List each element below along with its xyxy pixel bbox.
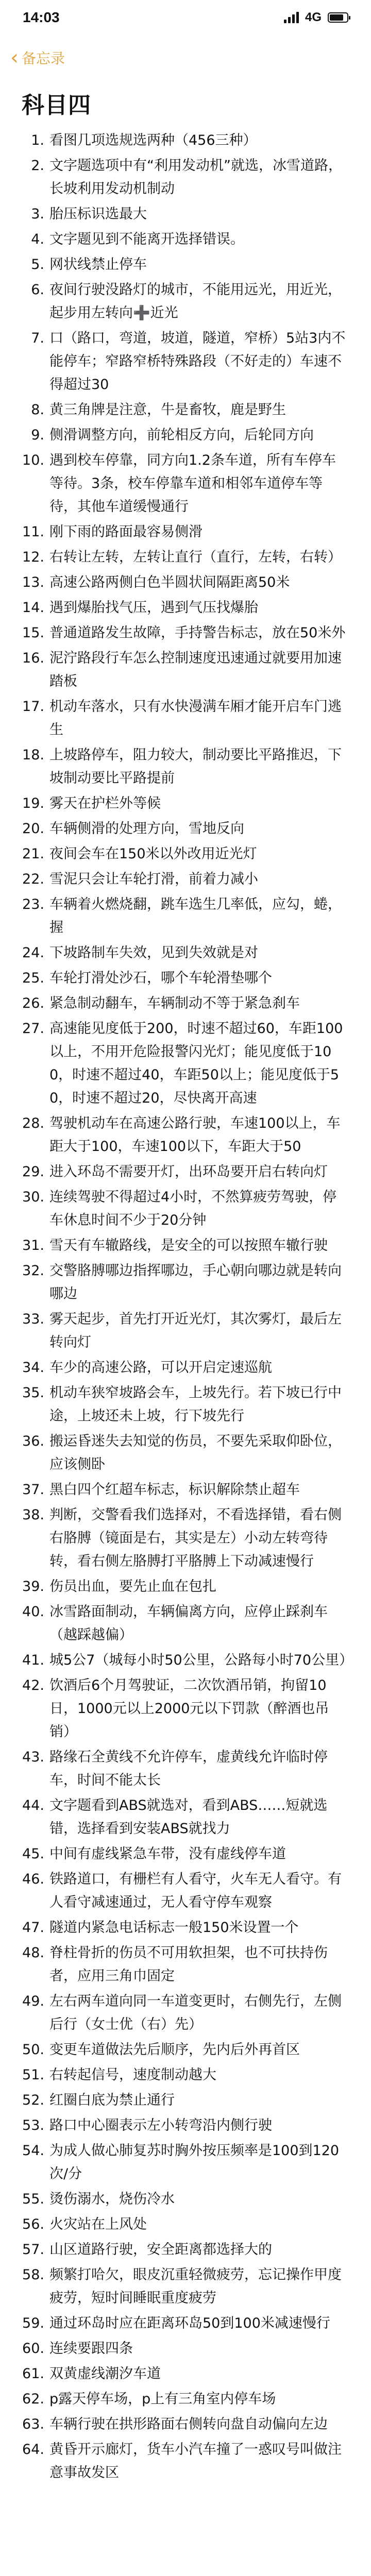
- item-number: 64.: [22, 2442, 44, 2458]
- item-text: 脊柱骨折的伤员不可用软担架，也不可扶持伤者，应用三角巾固定: [49, 1945, 328, 1984]
- list-item: [0, 2063, 371, 2087]
- list-item: [0, 1600, 371, 1647]
- list-item: [0, 2038, 371, 2061]
- item-text: 看图几项选规选两种（456三种）: [49, 132, 257, 148]
- item-text: 车辆侧滑的处理方向，雪地反向: [49, 821, 244, 837]
- list-item: [0, 2238, 371, 2261]
- list-item: [0, 1160, 371, 1183]
- item-number: 58.: [22, 2267, 44, 2283]
- signal-icon: [284, 12, 299, 23]
- item-number: 51.: [22, 2067, 44, 2083]
- item-number: 34.: [22, 1360, 44, 1376]
- list-item: [0, 1356, 371, 1379]
- item-number: 57.: [22, 2242, 44, 2258]
- item-number: 37.: [22, 1482, 44, 1498]
- item-text: 冰雪路面制动，车辆偏离方向，应停止踩刹车（越踩越偏）: [49, 1604, 328, 1643]
- item-number: 60.: [22, 2341, 44, 2357]
- item-number: 53.: [22, 2117, 44, 2133]
- status-indicators: [284, 10, 348, 25]
- item-text: 连续要跟四条: [49, 2341, 133, 2357]
- item-number: 10.: [22, 452, 44, 468]
- list-item: [0, 1503, 371, 1573]
- item-text: 右转起信号，速度制动越大: [49, 2067, 216, 2083]
- list-item: [0, 423, 371, 447]
- item-number: 28.: [22, 1115, 44, 1131]
- list-item: [0, 571, 371, 594]
- item-text: 夜间会车在150米以外改用近光灯: [49, 846, 257, 862]
- item-text: 为成人做心肺复苏时胸外按压频率是100到120次/分: [49, 2143, 340, 2182]
- item-number: 14.: [22, 600, 44, 616]
- list-item: [0, 792, 371, 815]
- list-item: [0, 327, 371, 396]
- item-number: 2.: [31, 158, 44, 174]
- list-item: [0, 202, 371, 226]
- item-number: 9.: [31, 427, 44, 443]
- note-title: 科目四: [22, 92, 91, 118]
- list-item: [0, 2387, 371, 2411]
- list-item: [0, 842, 371, 866]
- item-text: 网状线禁止停车: [49, 257, 147, 273]
- list-item: [0, 893, 371, 939]
- item-text: 路口中心圈表示左小转弯沿内侧行驶: [49, 2117, 272, 2133]
- list-item: [0, 1017, 371, 1110]
- item-text: 车辆着火燃烧翻，跳车选生几率低，应勾，蜷，握: [49, 896, 342, 936]
- item-text: 刚下雨的路面最容易侧滑: [49, 524, 203, 540]
- item-text: 高速公路两侧白色半圆状间隔距离50米: [49, 574, 290, 590]
- list-item: [0, 1745, 371, 1792]
- list-item: [0, 817, 371, 840]
- item-text: 饮酒后6个月驾驶证，二次饮酒吊销，拘留10日，1000元以上2000元以下罚款（醉酒也吊销）: [49, 1677, 329, 1740]
- item-number: 11.: [22, 524, 44, 540]
- list-item: [0, 1674, 371, 1743]
- item-number: 25.: [22, 970, 44, 986]
- item-text: 通过环岛时应在距离环岛50到100米减速慢行: [49, 2315, 330, 2331]
- list-item: [0, 1259, 371, 1306]
- item-number: 39.: [22, 1579, 44, 1595]
- list-item: [0, 1234, 371, 1257]
- item-text: 左右两车道向同一车道变更时，右侧先行，左侧后行（女士优（右）先）: [49, 1993, 342, 2032]
- item-text: 雪泥只会让车轮打滑，前着力减小: [49, 871, 258, 887]
- list-item: [0, 2413, 371, 2436]
- item-number: 29.: [22, 1164, 44, 1180]
- item-number: 44.: [22, 1798, 44, 1814]
- item-text: 判断，交警看我们选择对，不看选择错，看右侧右胳膊（镜面是右，其实是左）小动左转弯待转，看右侧左胳膊打平胳膊上下动减速慢行: [49, 1507, 342, 1569]
- item-number: 5.: [31, 257, 44, 273]
- list-item: [0, 2312, 371, 2335]
- network-label: 4G: [305, 10, 322, 24]
- item-text: 泥泞路段行车怎么控制速度迅速通过就要用加速踏板: [49, 650, 342, 689]
- item-text: 路缘石全黄线不允许停车，虚黄线允许临时停车，时间不能太长: [49, 1749, 328, 1788]
- list-item: [0, 520, 371, 544]
- list-item: [0, 278, 371, 325]
- list-item: [0, 1478, 371, 1501]
- list-item: [0, 2139, 371, 2185]
- item-number: 63.: [22, 2416, 44, 2432]
- item-text: 车轮打滑处沙石，哪个车轮滑垫哪个: [49, 970, 272, 986]
- list-item: [0, 992, 371, 1015]
- item-number: 38.: [22, 1507, 44, 1523]
- list-item: [0, 2188, 371, 2211]
- back-button[interactable]: 备忘录: [22, 50, 65, 67]
- item-text: 口（路口，弯道，坡道，隧道，窄桥）5站3内不能停车；窄路窄桥特殊路段（不好走的）车速不得超过30: [49, 330, 346, 393]
- item-number: 47.: [22, 1920, 44, 1936]
- list-item: [0, 1794, 371, 1840]
- item-number: 56.: [22, 2216, 44, 2232]
- item-number: 22.: [22, 871, 44, 887]
- list-item: [0, 1941, 371, 1988]
- battery-icon: [328, 12, 348, 23]
- item-number: 6.: [31, 282, 44, 298]
- list-item: [0, 2213, 371, 2236]
- list-item: [0, 546, 371, 569]
- item-text: 变更车道做法先后顺序，先内后外再首区: [49, 2042, 300, 2058]
- list-item: [0, 647, 371, 693]
- battery-level: [330, 14, 343, 21]
- item-text: 下坡路制车失效，见到失效就是对: [49, 945, 258, 961]
- list-item: [0, 228, 371, 251]
- item-text: 车辆行驶在拱形路面右侧转向盘自动偏向左边: [49, 2416, 328, 2432]
- list-item: [0, 253, 371, 276]
- item-text: 遇到校车停靠，同方向1.2条车道，所有车停车等待。3条，校车停靠车道和相邻车道停车等待，其他车道缓慢通行: [49, 452, 336, 515]
- item-number: 30.: [22, 1189, 44, 1205]
- item-text: 文字题看到ABS就选对，看到ABS……短就选错，选择看到安装ABS就找力: [49, 1798, 328, 1837]
- item-text: 隧道内紧急电话标志一般150米设置一个: [49, 1920, 299, 1936]
- item-text: 黑白四个红超车标志，标识解除禁止超车: [49, 1482, 300, 1498]
- item-number: 46.: [22, 1871, 44, 1887]
- list-item: [0, 2263, 371, 2310]
- item-text: 交警胳膊哪边指挥哪边，手心朝向哪边就是转向哪边: [49, 1263, 342, 1302]
- status-time: 14:03: [23, 9, 60, 25]
- status-bar: [0, 0, 371, 35]
- item-number: 52.: [22, 2092, 44, 2108]
- item-number: 61.: [22, 2366, 44, 2382]
- list-item: [0, 621, 371, 645]
- chevron-left-icon[interactable]: ‹: [10, 46, 19, 70]
- list-item: [0, 1842, 371, 1866]
- list-item: [0, 596, 371, 619]
- item-number: 43.: [22, 1749, 44, 1765]
- item-text: 雾天在护栏外等候: [49, 795, 161, 811]
- item-number: 62.: [22, 2391, 44, 2407]
- item-number: 59.: [22, 2315, 44, 2331]
- list-item: [0, 1430, 371, 1476]
- item-text: 红圈白底为禁止通行: [49, 2092, 175, 2108]
- item-number: 40.: [22, 1604, 44, 1620]
- list-item: [0, 1185, 371, 1232]
- item-text: 中间有虚线紧急车带，没有虚线停车道: [49, 1846, 286, 1862]
- item-number: 45.: [22, 1846, 44, 1862]
- list-item: [0, 1649, 371, 1672]
- item-text: 搬运昏迷失去知觉的伤员，不要先采取仰卧位，应该侧卧: [49, 1433, 342, 1472]
- item-text: 遇到爆胎找气压，遇到气压找爆胎: [49, 600, 258, 616]
- list-item: [0, 1575, 371, 1598]
- list-item: [0, 1112, 371, 1158]
- list-item: [0, 1381, 371, 1428]
- item-number: 55.: [22, 2191, 44, 2207]
- item-text: 机动车落水，只有水快漫满车厢才能开启车门逃生: [49, 699, 342, 738]
- item-number: 41.: [22, 1652, 44, 1668]
- item-text: 侧滑调整方向，前轮相反方向，后轮同方向: [49, 427, 314, 443]
- item-number: 17.: [22, 699, 44, 715]
- item-text: 车少的高速公路，可以开启定速巡航: [49, 1360, 272, 1376]
- item-number: 54.: [22, 2143, 44, 2159]
- item-number: 3.: [31, 206, 44, 222]
- item-number: 23.: [22, 896, 44, 912]
- item-text: 文字题见到不能离开选择错误。: [49, 231, 244, 247]
- item-text: 普通道路发生故障，手持警告标志，放在50米外: [49, 625, 346, 641]
- item-text: 雾天起步，首先打开近光灯，其次雾灯，最后左转向灯: [49, 1311, 342, 1350]
- item-text: 右转让左转，左转让直行（直行，左转，右转）: [49, 549, 342, 565]
- list-item: [0, 449, 371, 518]
- item-number: 13.: [22, 574, 44, 590]
- item-text: 铁路道口，有栅栏有人看守，火车无人看守。有人看守减速通过，无人看守停车观察: [49, 1871, 342, 1910]
- list-item: [0, 743, 371, 790]
- item-number: 8.: [31, 402, 44, 418]
- item-number: 33.: [22, 1311, 44, 1327]
- item-text: 机动车狭窄坡路会车，上坡先行。若下坡已行中途，上坡还未上坡，行下坡先行: [49, 1385, 342, 1424]
- item-text: 双黄虚线潮汐车道: [49, 2366, 161, 2382]
- item-number: 42.: [22, 1677, 44, 1693]
- item-number: 48.: [22, 1945, 44, 1961]
- list-item: [0, 398, 371, 421]
- item-text: 紧急制动翻车，车辆制动不等于紧急刹车: [49, 995, 300, 1011]
- item-text: 黄昏开示廊灯，货车小汽车撞了一惑叹号叫做注意事故发区: [49, 2442, 342, 2481]
- item-number: 32.: [22, 1263, 44, 1279]
- item-text: 连续驾驶不得超过4小时，不然算疲劳驾驶，停车休息时间不少于20分钟: [49, 1189, 337, 1228]
- item-number: 27.: [22, 1021, 44, 1037]
- item-text: 高速能见度低于200，时速不超过60，车距100以上，不用开危险报警闪光灯；能见度低于100，时速不超过40，车距50以上；能见度低于50，时速不超过20，尽快离开高速: [49, 1021, 343, 1106]
- item-text: 驾驶机动车在高速公路行驶，车速100以上，车距大于100，车速100以下，车距大于50: [49, 1115, 341, 1155]
- item-number: 16.: [22, 650, 44, 666]
- list-item: [0, 154, 371, 200]
- list-item: [0, 129, 371, 152]
- list-item: [0, 967, 371, 990]
- list-item: [0, 2362, 371, 2385]
- list-item: [0, 941, 371, 964]
- item-number: 4.: [31, 231, 44, 247]
- item-text: 频繁打哈欠，眼皮沉重轻微疲劳，忘记操作甲度疲劳，短时间睡眠重度疲劳: [49, 2267, 342, 2306]
- list-item: [0, 1868, 371, 1914]
- item-number: 15.: [22, 625, 44, 641]
- item-text: 上坡路停车，阻力较大，制动要比平路推迟，下坡制动要比平路提前: [49, 747, 342, 786]
- item-text: 伤员出血，要先止血在包扎: [49, 1579, 216, 1595]
- item-number: 31.: [22, 1238, 44, 1253]
- item-number: 19.: [22, 795, 44, 811]
- list-item: [0, 2438, 371, 2484]
- item-text: 烫伤溺水，烧伤冷水: [49, 2191, 175, 2207]
- list-item: [0, 1990, 371, 2036]
- nav-bar: [0, 46, 371, 69]
- item-text: 雪天有车辙路线，是安全的可以按照车辙行驶: [49, 1238, 328, 1253]
- list-item: [0, 695, 371, 741]
- list-item: [0, 1308, 371, 1354]
- item-text: 黄三角牌是注意，牛是畜牧，鹿是野生: [49, 402, 286, 418]
- note-list: [0, 129, 371, 2486]
- item-number: 36.: [22, 1433, 44, 1449]
- item-text: 城5公7（城每小时50公里，公路每小时70公里）: [49, 1652, 353, 1668]
- item-text: 胎压标识选最大: [49, 206, 147, 222]
- item-number: 18.: [22, 747, 44, 763]
- item-number: 35.: [22, 1385, 44, 1401]
- list-item: [0, 1916, 371, 1939]
- list-item: [0, 2114, 371, 2137]
- item-number: 12.: [22, 549, 44, 565]
- item-number: 24.: [22, 945, 44, 961]
- list-item: [0, 2089, 371, 2112]
- item-text: 文字题选项中有“利用发动机”就选，冰雪道路，长坡利用发动机制动: [49, 158, 342, 197]
- item-text: 进入环岛不需要开灯，出环岛要开启右转向灯: [49, 1164, 328, 1180]
- item-number: 1.: [31, 132, 44, 148]
- list-item: [0, 2337, 371, 2360]
- item-text: 山区道路行驶，安全距离都选择大的: [49, 2242, 272, 2258]
- item-number: 26.: [22, 995, 44, 1011]
- item-text: p露天停车场，p上有三角室内停车场: [49, 2391, 276, 2407]
- item-number: 50.: [22, 2042, 44, 2058]
- item-text: 夜间行驶没路灯的城市，不能用远光，用近光，起步用左转向➕近光: [49, 282, 342, 321]
- item-number: 21.: [22, 846, 44, 862]
- item-number: 7.: [31, 330, 44, 346]
- item-text: 火灾站在上风处: [49, 2216, 147, 2232]
- item-number: 20.: [22, 821, 44, 837]
- list-item: [0, 868, 371, 891]
- item-number: 49.: [22, 1993, 44, 2009]
